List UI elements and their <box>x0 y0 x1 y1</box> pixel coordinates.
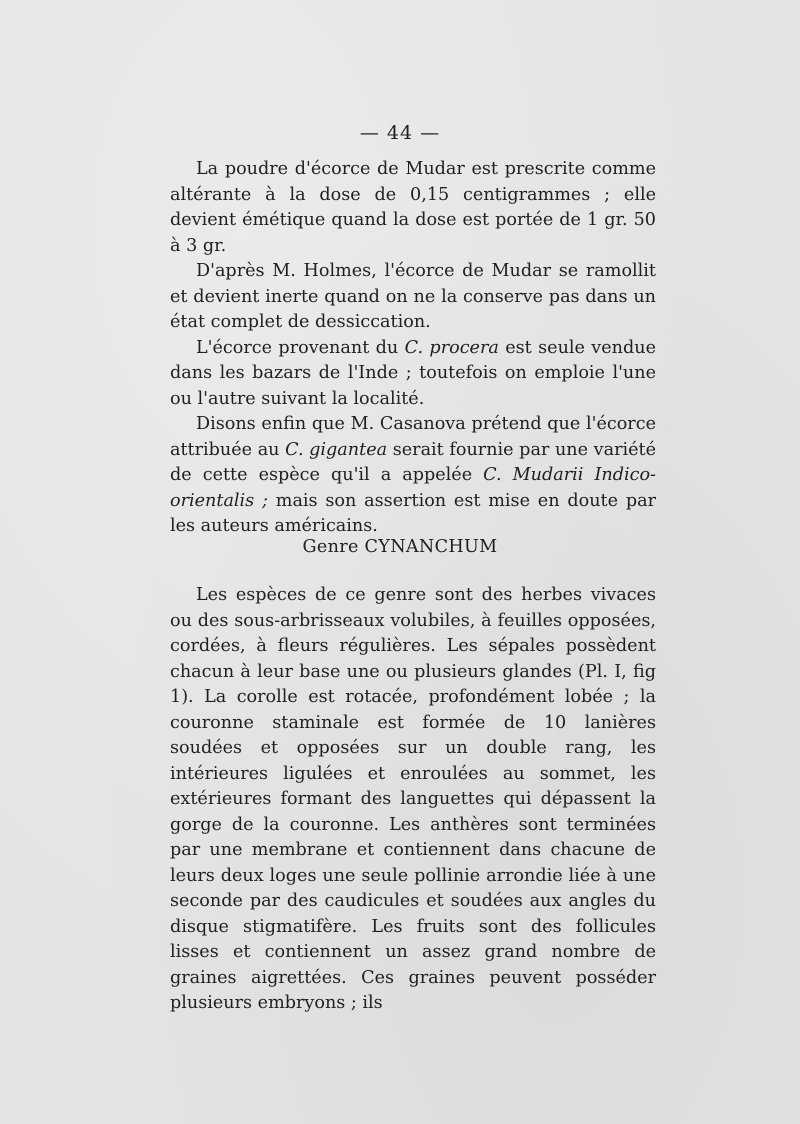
paragraph <box>170 583 656 1017</box>
paragraph <box>170 157 656 259</box>
paragraph-text: L'écorce provenant du <box>196 337 405 358</box>
paragraph <box>170 259 656 336</box>
text-block-mudar <box>170 157 656 540</box>
paragraph-text: serait fournie par une variété de cette espèce qu'il a appelée <box>170 439 656 485</box>
paragraph-text: Disons enfin que M. Casanova prétend que l'écorce attribuée au <box>170 414 656 460</box>
paragraph-text: La poudre d'écorce de Mudar est prescrite comme altérante à la dose de 0,15 centigrammes ; elle devient émétique quand la dose est portée de 1 gr. 50 à 3 gr. <box>170 159 656 256</box>
paragraph-text: D'après M. Holmes, l'écorce de Mudar se ramollit et devient inerte quand on ne la conserve pas dans un état complet de dessiccation. <box>170 261 656 332</box>
paragraph-text: est seule vendue dans les bazars de l'Inde ; toutefois on emploie l'une ou l'autre suivant la localité. <box>170 337 656 409</box>
section-heading: Genre CYNANCHUM <box>302 537 498 557</box>
paragraph-text: mais son assertion est mise en doute par les auteurs américains. <box>170 490 656 536</box>
species-name: C. Mudarii Indico-orientalis ; <box>170 465 657 511</box>
paragraph-text: Les espèces de ce genre sont des herbes vivaces ou des sous-arbrisseaux volubiles, à feuilles opposées, cordées, à fleurs régulières. Les sépales possèdent chacun à leur base une ou plusieurs glandes (Pl. I, fig 1). La corolle est rotacée, profondément lobée ; la couronne staminale est formée de 10 lanières soudées et opposées sur un double rang, les intérieures ligulées et enroulées au sommet, les extérieures formant des languettes qui dépassent la gorge de la couronne. Les anthères sont terminées par une membrane et contiennent dans chacune de leurs deux loges une seule pollinie arrondie liée à une seconde par des caudicules et soudées aux angles du disque stigmatifère. Les fruits sont des follicules lisses et contiennent un assez grand nombre de graines aigrettées. Ces graines peuvent posséder plusieurs embryons ; ils <box>170 585 656 1013</box>
page-number: — 44 — <box>359 122 441 144</box>
species-name: C. procera <box>404 337 499 358</box>
paragraph <box>170 412 656 540</box>
species-name: C. gigantea <box>285 439 388 460</box>
paragraph <box>170 336 656 413</box>
text-block-cynanchum <box>170 583 656 1017</box>
